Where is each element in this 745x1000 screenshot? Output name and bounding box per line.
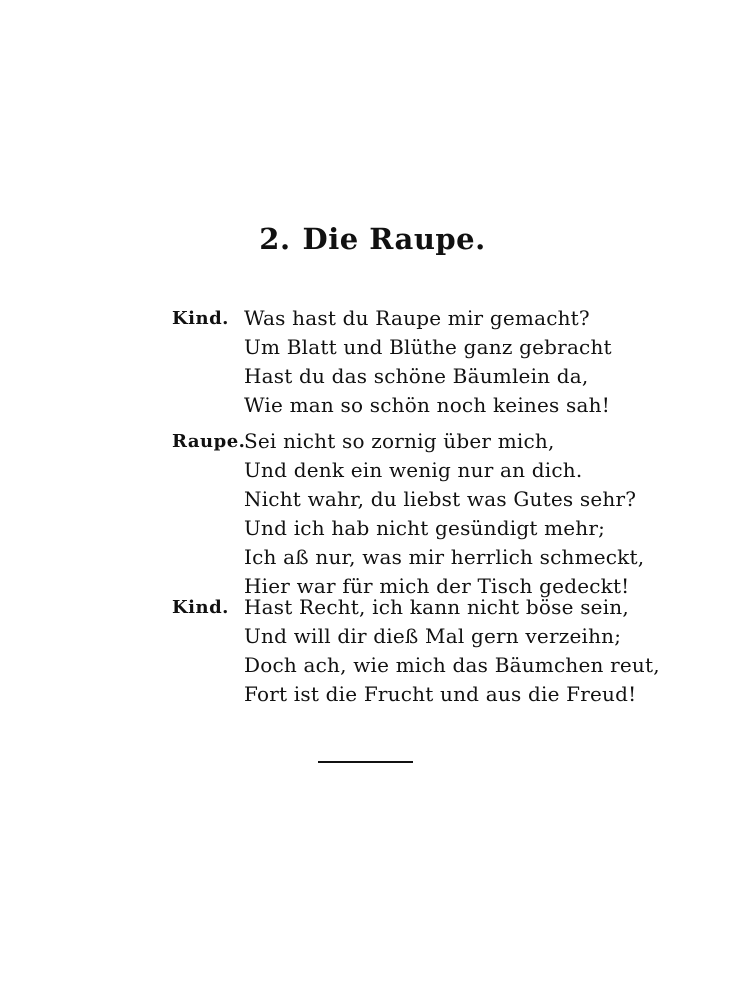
verse-line: Und will dir dieß Mal gern verzeihn; [244, 624, 622, 648]
verse-line: Hast Recht, ich kann nicht böse sein, [244, 595, 629, 619]
closing-rule-divider [318, 761, 413, 763]
verse-line: Doch ach, wie mich das Bäumchen reut, [244, 653, 660, 677]
verse-line: Hier war für mich der Tisch gedeckt! [244, 574, 630, 598]
verse-line: Wie man so schön noch keines sah! [244, 393, 610, 417]
speaker-label: Raupe. [172, 431, 246, 452]
verse-line: Fort ist die Frucht und aus die Freud! [244, 682, 637, 706]
verse-line: Um Blatt und Blüthe ganz gebracht [244, 335, 612, 359]
verse-line: Nicht wahr, du liebst was Gutes sehr? [244, 487, 637, 511]
verse-line: Was hast du Raupe mir gemacht? [244, 306, 590, 330]
poem-title-text: Die Raupe. [302, 222, 486, 256]
speaker-label: Kind. [172, 597, 229, 618]
verse-lines [244, 304, 644, 420]
verse-line: Und denk ein wenig nur an dich. [244, 458, 583, 482]
verse-lines [244, 427, 644, 601]
poem-title [0, 222, 745, 256]
verse-line: Hast du das schöne Bäumlein da, [244, 364, 589, 388]
poem-number: 2. [259, 222, 291, 256]
speaker-label: Kind. [172, 308, 229, 329]
verse-lines [244, 593, 660, 709]
verse-line: Sei nicht so zornig über mich, [244, 429, 555, 453]
verse-line: Und ich hab nicht gesündigt mehr; [244, 516, 606, 540]
verse-line: Ich aß nur, was mir herrlich schmeckt, [244, 545, 645, 569]
